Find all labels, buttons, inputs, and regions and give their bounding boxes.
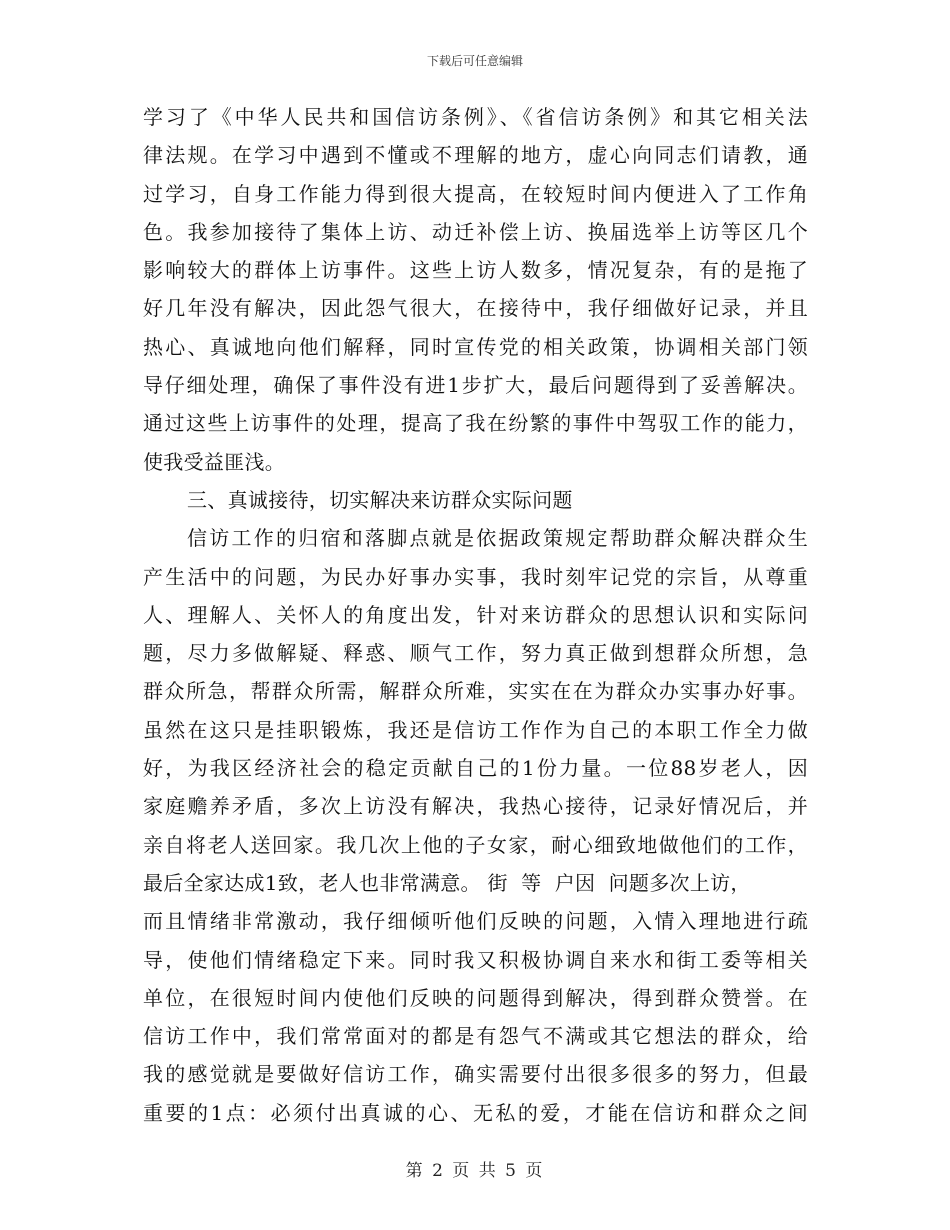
body-line: 单位，在很短时间内使他们反映的问题得到解决，得到群众赞誉。在: [143, 985, 808, 1010]
body-line: 热心、真诚地向他们解释，同时宣传党的相关政策，协调相关部门领: [143, 334, 808, 359]
body-line: 好几年没有解决，因此怨气很大，在接待中，我仔细做好记录，并且: [143, 296, 808, 321]
body-line: 家庭赡养矛盾，多次上访没有解决，我热心接待，记录好情况后，并: [143, 794, 808, 819]
page-footer: 第 2 页 共 5 页: [405, 1161, 545, 1181]
body-line: 我的感觉就是要做好信访工作，确实需要付出很多很多的努力，但最: [143, 1062, 808, 1087]
body-line: 好，为我区经济社会的稳定贡献自己的1份力量。一位88岁老人，因: [143, 756, 808, 781]
body-line: 最后全家达成1致，老人也非常满意。 街 等 户因 问题多次上访，: [143, 870, 751, 895]
body-line: 过学习，自身工作能力得到很大提高，在较短时间内便进入了工作角: [143, 181, 808, 206]
body-line: 亲自将老人送回家。我几次上他的子女家，耐心细致地做他们的工作，: [143, 832, 808, 857]
body-line: 通过这些上访事件的处理，提高了我在纷繁的事件中驾驭工作的能力，: [143, 411, 808, 436]
section-heading: 三、真诚接待，切实解决来访群众实际问题: [187, 487, 573, 512]
body-line: 信访工作的归宿和落脚点就是依据政策规定帮助群众解决群众生: [187, 526, 808, 551]
body-line: 律法规。在学习中遇到不懂或不理解的地方，虚心向同志们请教，通: [143, 143, 808, 168]
body-line: 导仔细处理，确保了事件没有进1步扩大，最后问题得到了妥善解决。: [143, 373, 808, 398]
body-line: 影响较大的群体上访事件。这些上访人数多，情况复杂，有的是拖了: [143, 258, 808, 283]
body-line: 虽然在这只是挂职锻炼，我还是信访工作作为自己的本职工作全力做: [143, 717, 808, 742]
body-line: 群众所急，帮群众所需，解群众所难，实实在在为群众办实事办好事。: [143, 679, 808, 704]
body-line: 产生活中的问题，为民办好事办实事，我时刻牢记党的宗旨，从尊重: [143, 564, 808, 589]
body-line: 而且情绪非常激动，我仔细倾听他们反映的问题，入情入理地进行疏: [143, 909, 808, 934]
body-line: 导，使他们情绪稳定下来。同时我又积极协调自来水和街工委等相关: [143, 947, 808, 972]
body-line: 题，尽力多做解疑、释惑、顺气工作，努力真正做到想群众所想，急: [143, 641, 808, 666]
body-line: 重要的1点：必须付出真诚的心、无私的爱，才能在信访和群众之间: [143, 1100, 808, 1125]
document-body: [143, 98, 808, 1132]
page-header: 下载后可任意编辑: [426, 54, 523, 68]
body-line: 使我受益匪浅。: [143, 449, 286, 474]
body-line: 人、理解人、关怀人的角度出发，针对来访群众的思想认识和实际问: [143, 602, 808, 627]
body-line: 学习了《中华人民共和国信访条例》、《省信访条例》和其它相关法: [143, 105, 808, 129]
body-line: 色。我参加接待了集体上访、动迁补偿上访、换届选举上访等区几个: [143, 219, 808, 244]
body-line: 信访工作中，我们常常面对的都是有怨气不满或其它想法的群众，给: [143, 1024, 808, 1049]
